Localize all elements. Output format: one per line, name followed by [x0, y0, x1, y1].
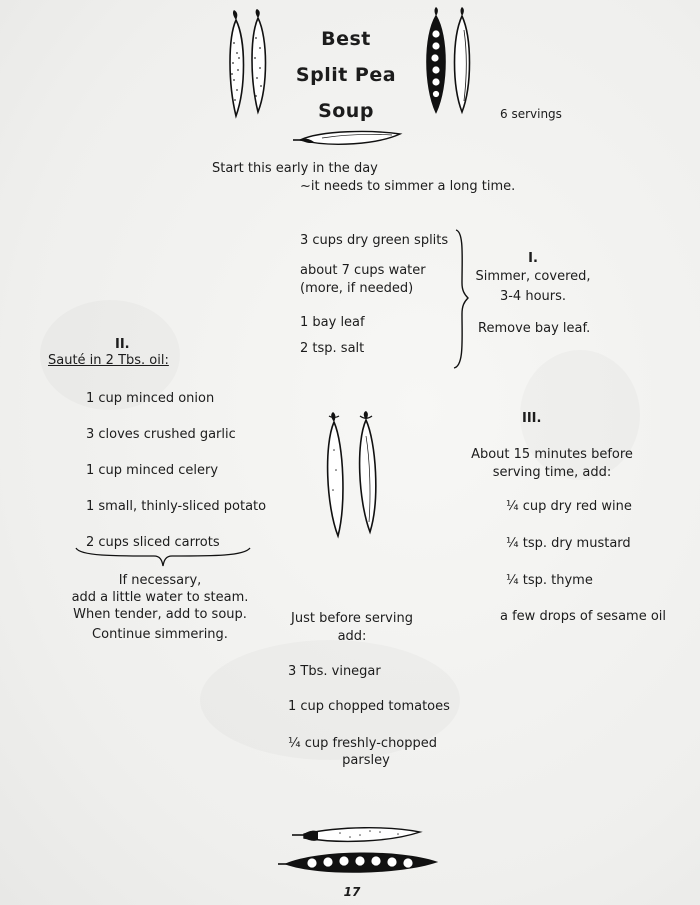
step2-ingredient-1: 1 cup minced onion	[86, 391, 215, 406]
step1-ingredient-1: 3 cups dry green splits	[300, 233, 449, 248]
step1-instruction-3: Remove bay leaf.	[478, 321, 591, 336]
pea-pod-pair-top-left-icon	[222, 8, 277, 123]
step1-instruction-2: 3-4 hours.	[499, 289, 567, 304]
final-intro-1: Just before serving	[291, 611, 413, 626]
pea-pod-pair-center-icon	[314, 410, 386, 540]
step3-ingredient-4: a few drops of sesame oil	[500, 609, 667, 624]
final-ingredient-2: 1 cup chopped tomatoes	[288, 699, 450, 714]
intro-line2: ~it needs to simmer a long time.	[300, 179, 516, 194]
step1-ingredient-2: about 7 cups water	[300, 263, 426, 278]
step1-ingredient-3: 1 bay leaf	[300, 315, 365, 330]
step2-ingredient-5: 2 cups sliced carrots	[86, 535, 220, 550]
page-number: 17	[343, 885, 361, 899]
step2-note-1: If necessary,	[118, 573, 202, 588]
pea-pods-bottom-icon	[270, 822, 440, 880]
step2-ingredient-2: 3 cloves crushed garlic	[86, 427, 236, 442]
step2-brace	[74, 544, 252, 570]
final-intro-2: add:	[337, 629, 367, 644]
final-ingredient-3-cont: parsley	[342, 753, 390, 768]
recipe-title-line3: Soup	[318, 100, 374, 122]
step3-numeral: III.	[522, 411, 542, 426]
step1-brace	[452, 228, 472, 370]
step3-intro-1: About 15 minutes before	[471, 447, 633, 462]
step2-note-3: When tender, add to soup.	[73, 607, 247, 622]
final-ingredient-1: 3 Tbs. vinegar	[288, 664, 381, 679]
step2-heading: Sauté in 2 Tbs. oil:	[48, 353, 169, 368]
step3-ingredient-1: ¼ cup dry red wine	[506, 499, 632, 514]
intro-line1: Start this early in the day	[212, 161, 378, 176]
step1-ingredient-4: 2 tsp. salt	[300, 341, 365, 356]
step3-ingredient-3: ¼ tsp. thyme	[506, 573, 593, 588]
step3-ingredient-2: ¼ tsp. dry mustard	[506, 536, 631, 551]
step1-ingredient-2-note: (more, if needed)	[300, 281, 414, 296]
open-pea-pods-top-right-icon	[420, 6, 480, 118]
recipe-title-line2: Split Pea	[295, 64, 397, 86]
step1-numeral: I.	[528, 251, 538, 266]
step1-instruction-1: Simmer, covered,	[475, 269, 591, 284]
step2-ingredient-3: 1 cup minced celery	[86, 463, 219, 478]
step3-intro-2: serving time, add:	[492, 465, 612, 480]
step2-note-4: Continue simmering.	[92, 627, 228, 642]
step2-ingredient-4: 1 small, thinly-sliced potato	[86, 499, 267, 514]
recipe-title-line1: Best	[321, 28, 371, 50]
step2-note-2: add a little water to steam.	[71, 590, 249, 605]
pea-pod-under-title-icon	[292, 128, 404, 150]
servings: 6 servings	[500, 107, 562, 121]
step2-numeral: II.	[115, 337, 130, 352]
final-ingredient-3: ¼ cup freshly-chopped	[288, 736, 438, 751]
